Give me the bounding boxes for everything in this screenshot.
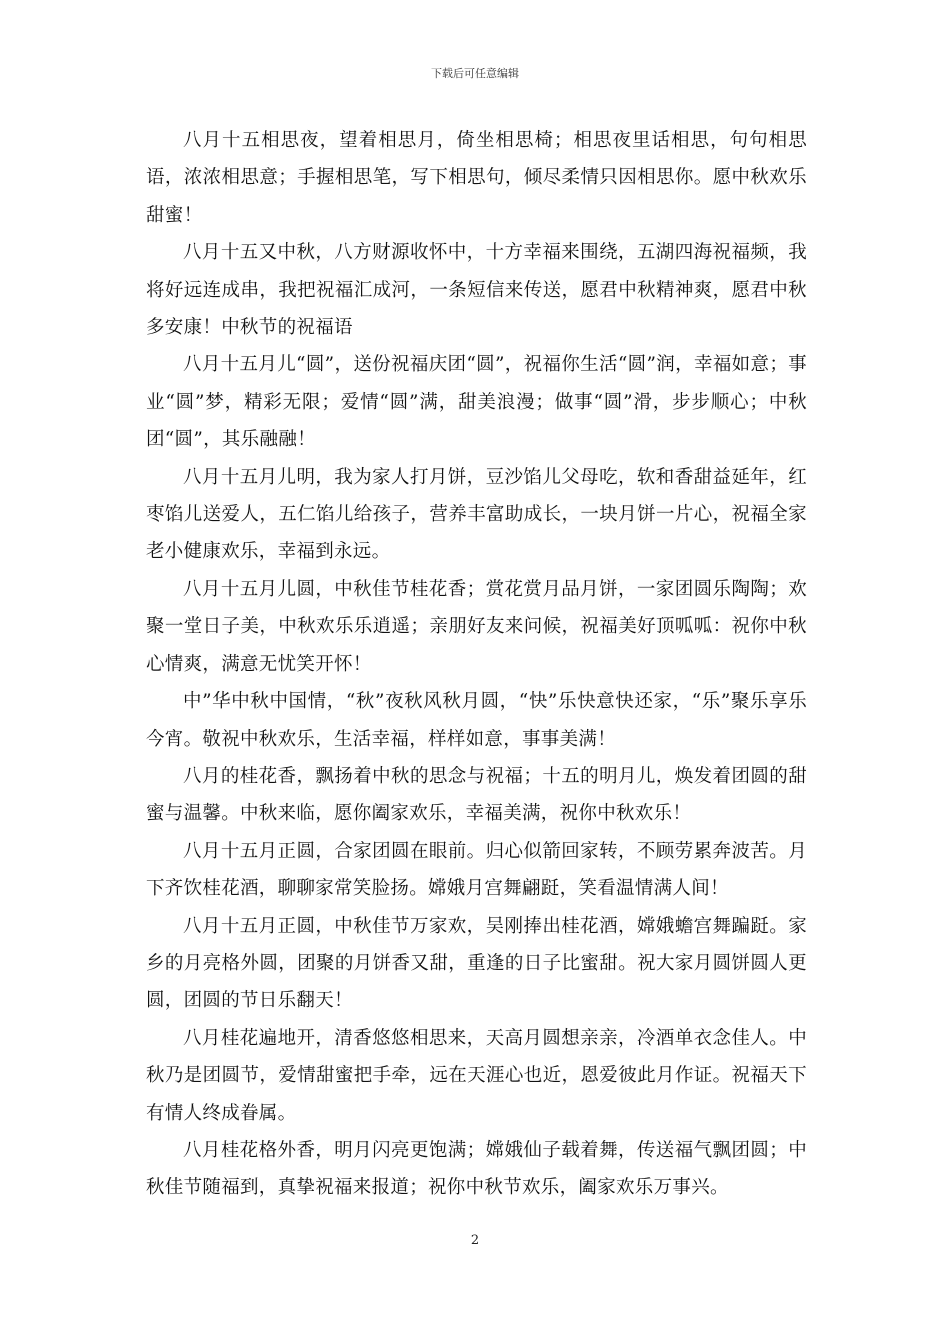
paragraph: 八月十五月正圆，中秋佳节万家欢，吴刚捧出桂花酒，嫦娥蟾宫舞蹁跹。家乡的月亮格外圆，团聚的月饼香又甜，重逢的日子比蜜甜。祝大家月圆饼圆人更圆，团圆的节日乐翻天！ <box>146 915 807 1012</box>
paragraph: 八月十五月儿圆，中秋佳节桂花香；赏花赏月品月饼，一家团圆乐陶陶；欢聚一堂日子美，中秋欢乐乐逍遥；亲朋好友来问候，祝福美好顶呱呱：祝你中秋心情爽，满意无忧笑开怀！ <box>146 578 807 675</box>
paragraph: 八月十五月儿“圆”，送份祝福庆团“圆”，祝福你生活“圆”润，幸福如意；事业“圆”梦，精彩无限；爱情“圆”满，甜美浪漫；做事“圆”滑，步步顺心；中秋团“圆”，其乐融融！ <box>146 354 807 451</box>
page-header: 下载后可任意编辑 <box>431 67 519 80</box>
paragraph: 八月的桂花香，飘扬着中秋的思念与祝福；十五的明月儿，焕发着团圆的甜蜜与温馨。中秋来临，愿你阖家欢乐，幸福美满，祝你中秋欢乐！ <box>146 765 807 825</box>
paragraph: 八月十五又中秋，八方财源收怀中，十方幸福来围绕，五湖四海祝福频，我将好远连成串，我把祝福汇成河，一条短信来传送，愿君中秋精神爽，愿君中秋多安康！中秋节的祝福语 <box>146 242 807 339</box>
paragraph: 八月桂花遍地开，清香悠悠相思来，天高月圆想亲亲，冷酒单衣念佳人。中秋乃是团圆节，爱情甜蜜把手牵，远在天涯心也近，恩爱彼此月作证。祝福天下有情人终成眷属。 <box>146 1027 807 1124</box>
paragraph: 八月十五月正圆，合家团圆在眼前。归心似箭回家转，不顾劳累奔波苦。月下齐饮桂花酒，聊聊家常笑脸扬。嫦娥月宫舞翩跹，笑看温情满人间！ <box>146 840 807 900</box>
paragraph: 八月十五相思夜，望着相思月，倚坐相思椅；相思夜里话相思，句句相思语，浓浓相思意；手握相思笔，写下相思句，倾尽柔情只因相思你。愿中秋欢乐甜蜜！ <box>146 130 807 226</box>
document-body <box>146 122 807 1207</box>
page-number: 2 <box>470 1233 480 1248</box>
paragraph: 八月桂花格外香，明月闪亮更饱满；嫦娥仙子载着舞，传送福气飘团圆；中秋佳节随福到，真挚祝福来报道；祝你中秋节欢乐，阖家欢乐万事兴。 <box>146 1139 807 1199</box>
paragraph: 八月十五月儿明，我为家人打月饼，豆沙馅儿父母吃，软和香甜益延年，红枣馅儿送爱人，五仁馅儿给孩子，营养丰富助成长，一块月饼一片心，祝福全家老小健康欢乐，幸福到永远。 <box>146 466 807 563</box>
paragraph: 中”华中秋中国情，“秋”夜秋风秋月圆，“快”乐快意快还家，“乐”聚乐享乐今宵。敬祝中秋欢乐，生活幸福，样样如意，事事美满！ <box>146 691 807 750</box>
